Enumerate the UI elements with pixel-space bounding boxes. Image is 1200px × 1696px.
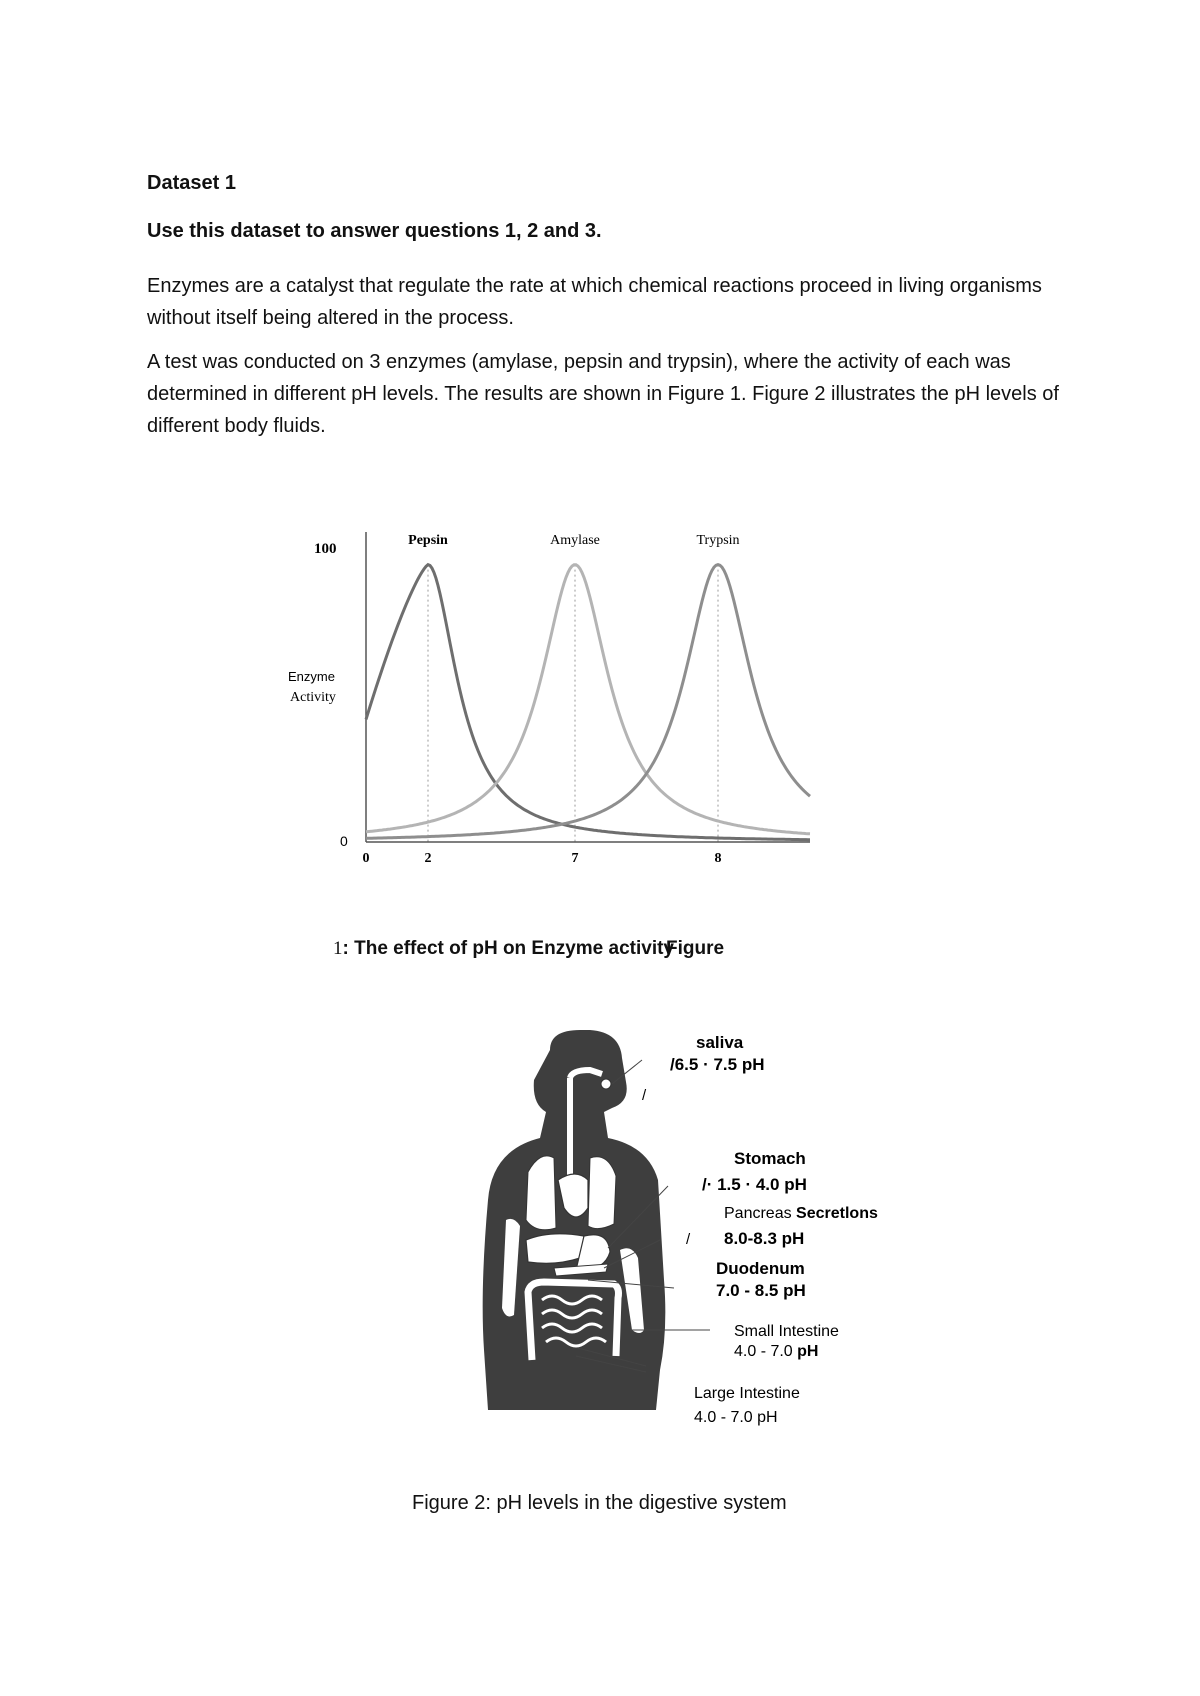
duodenum-ph: 7.0 - 8.5 pH <box>716 1281 806 1300</box>
large-intestine-ph: 4.0 - 7.0 pH <box>694 1409 778 1426</box>
small-intestine-unit: pH <box>797 1343 819 1360</box>
x-tick-8: 8 <box>714 851 722 866</box>
stomach-ph: /· 1.5 · 4.0 pH <box>702 1175 807 1194</box>
dataset-heading: Dataset 1 <box>147 172 236 194</box>
small-intestine-ph <box>734 1343 818 1360</box>
saliva-mark: / <box>642 1087 647 1104</box>
intro-paragraph: Enzymes are a catalyst that regulate the rate at which chemical reactions proceed in living organisms without itself being altered in the process. <box>147 275 1042 329</box>
y-axis-label-line2: Activity <box>290 690 336 705</box>
figure1-caption-text: : The effect of pH on Enzyme activity <box>342 938 674 959</box>
right-lung <box>588 1157 616 1229</box>
pancreas-secretions-word: Secretlons <box>796 1205 878 1222</box>
pancreas-mark: / <box>686 1231 691 1248</box>
y-tick-0: 0 <box>340 833 348 849</box>
figure1-caption-number: 1 <box>333 938 343 959</box>
saliva-ph: /6.5 · 7.5 pH <box>670 1055 765 1074</box>
pancreas-label <box>724 1205 878 1222</box>
series-labels <box>408 533 739 548</box>
small-intestine-label: Small Intestine <box>734 1323 839 1340</box>
series-label-amylase: Amylase <box>550 533 600 548</box>
y-tick-100: 100 <box>314 541 337 557</box>
series-line-trypsin <box>366 565 810 839</box>
series-label-pepsin: Pepsin <box>408 533 448 548</box>
pancreas-ph: 8.0-8.3 pH <box>724 1229 805 1248</box>
series-line-pepsin <box>366 565 810 840</box>
figure1-caption-word: Figure <box>666 938 725 959</box>
x-tick-2: 2 <box>424 851 432 866</box>
pancreas-word: Pancreas <box>724 1205 792 1222</box>
x-tick-7: 7 <box>571 851 579 866</box>
x-tick-labels <box>363 851 722 866</box>
saliva-label: saliva <box>696 1033 744 1052</box>
test-description-paragraph: A test was conducted on 3 enzymes (amylase, pepsin and trypsin), where the activity of each was determined in different pH levels. The results are shown in Figure 1. Figure 2 illustrates the pH levels of different body fluids. <box>147 351 1059 437</box>
mouth <box>601 1079 611 1089</box>
dataset-instructions: Use this dataset to answer questions 1, 2 and 3. <box>147 220 602 242</box>
stomach-label: Stomach <box>734 1149 806 1168</box>
digestive-system-diagram <box>480 1030 920 1460</box>
small-intestine-range: 4.0 - 7.0 <box>734 1343 793 1360</box>
x-tick-0: 0 <box>362 851 370 866</box>
enzyme-activity-chart <box>270 520 830 880</box>
large-intestine-label: Large Intestine <box>694 1385 800 1402</box>
series-label-trypsin: Trypsin <box>696 533 740 548</box>
figure2-caption: Figure 2: pH levels in the digestive system <box>412 1492 787 1514</box>
series-line-amylase <box>366 565 810 834</box>
series-lines <box>366 565 810 840</box>
duodenum-label: Duodenum <box>716 1259 805 1278</box>
liver <box>526 1234 584 1264</box>
left-lung <box>526 1156 556 1230</box>
y-axis-label-line1: Enzyme <box>288 669 335 684</box>
